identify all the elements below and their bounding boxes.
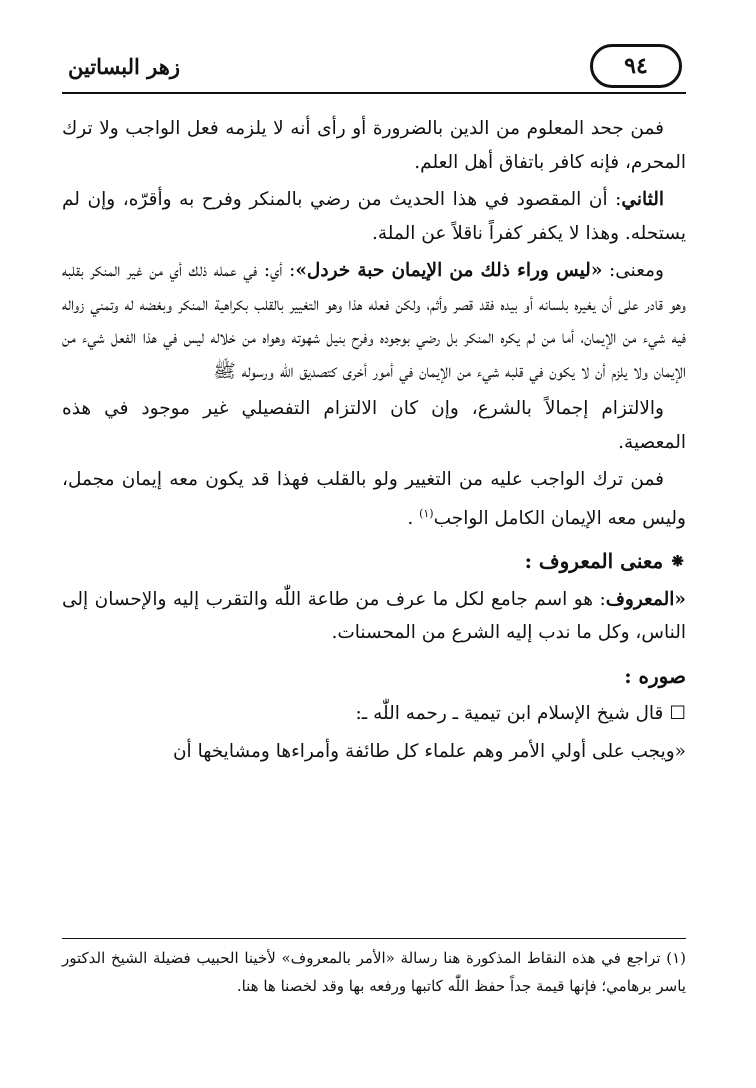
box-bullet-icon: ☐ <box>669 703 686 725</box>
asterisk-icon: ⁕ <box>669 549 686 574</box>
paragraph-3 <box>62 254 686 388</box>
paragraph-2-text: : أن المقصود في هذا الحديث من رضي بالمنكر وفرح به وأقرّه، وإن لم يستحله. وهذا لا يكفر كفراً ناقلاً عن الملة. <box>62 189 686 244</box>
body-text <box>62 112 686 772</box>
paragraph-7-text: قال شيخ الإسلام ابن تيمية ـ رحمه اللّٰه ـ: <box>355 703 664 725</box>
paragraph-5-end: . <box>407 507 420 529</box>
paragraph-4 <box>62 392 686 459</box>
page-number: ٩٤ <box>590 44 682 88</box>
paragraph-5-text: فمن ترك الواجب عليه من التغيير ولو بالقلب فهذا قد يكون معه إيمان مجمل، وليس معه الإيمان الكامل الواجب <box>62 469 686 529</box>
section-heading-forms-text: صوره : <box>624 663 686 688</box>
paragraph-3-lead: ومعنى: <box>602 260 664 281</box>
paragraph-8 <box>62 735 686 769</box>
footnote-text: (١) تراجع في هذه النقاط المذكورة هنا رسالة «الأمر بالمعروف» لأخينا الحبيب فضيلة الشيخ الدكتور ياسر برهامي؛ فإنها قيمة جداً حفظ اللّٰه كاتبها ورفعه بها وقد لخصنا ها هنا. <box>62 949 686 995</box>
section-heading-maruf <box>62 545 686 579</box>
hadith-quote: «ليس وراء ذلك من الإيمان حبة خردل» <box>295 260 603 281</box>
paragraph-6-label: «المعروف <box>605 588 686 610</box>
paragraph-6-text: : هو اسم جامع لكل ما عرف من طاعة اللّٰه والتقرب إليه والإحسان إلى الناس، وكل ما ندب إليه الشرع من المحسنات. <box>62 588 686 644</box>
page-header <box>62 40 686 100</box>
header-rule <box>62 92 686 94</box>
paragraph-6 <box>62 583 686 650</box>
paragraph-3-text: : أي: في عمله ذلك أي من غير المنكر بقلبه وهو قادر على أن يغيره بلسانه أو بيده فقد قصر وأثم، ولكن فعله هذا وهو التغيير بالقلب بكراهية المنكر وبغضه له وتمني زواله فيه شيء من الإيمان، أما من لم يكره المنكر بل رضي بوجوده وفرح بنيل شهوته وهواه من خلاله ليس في هذا الفعل شيء من الإيمان ولا يلزم أن لا يكون في قلبه شيء من الإيمان في أمور أخرى كتصديق اللّٰه ورسوله ﷺ <box>62 260 686 382</box>
paragraph-4-text: والالتزام إجمالاً بالشرع، وإن كان الالتزام التفصيلي غير موجود في هذه المعصية. <box>62 398 686 453</box>
paragraph-2 <box>62 183 686 250</box>
section-heading-forms <box>62 660 686 694</box>
book-title: زهر البساتين <box>68 54 180 79</box>
paragraph-8-text: «ويجب على أولي الأمر وهم علماء كل طائفة وأمراءها ومشايخها أن <box>172 740 686 762</box>
paragraph-7 <box>62 697 686 731</box>
paragraph-1 <box>62 112 686 179</box>
paragraph-2-label: الثاني <box>621 189 664 210</box>
section-heading-maruf-text: معنى المعروف : <box>524 549 664 574</box>
footnote-reference: (١) <box>419 506 434 520</box>
paragraph-1-text: فمن جحد المعلوم من الدين بالضرورة أو رأى أنه لا يلزمه فعل الواجب ولا ترك المحرم، فإنه كافر باتفاق أهل العلم. <box>62 118 686 173</box>
paragraph-5 <box>62 463 686 535</box>
footnote <box>62 944 686 1000</box>
footnote-rule <box>62 938 686 939</box>
